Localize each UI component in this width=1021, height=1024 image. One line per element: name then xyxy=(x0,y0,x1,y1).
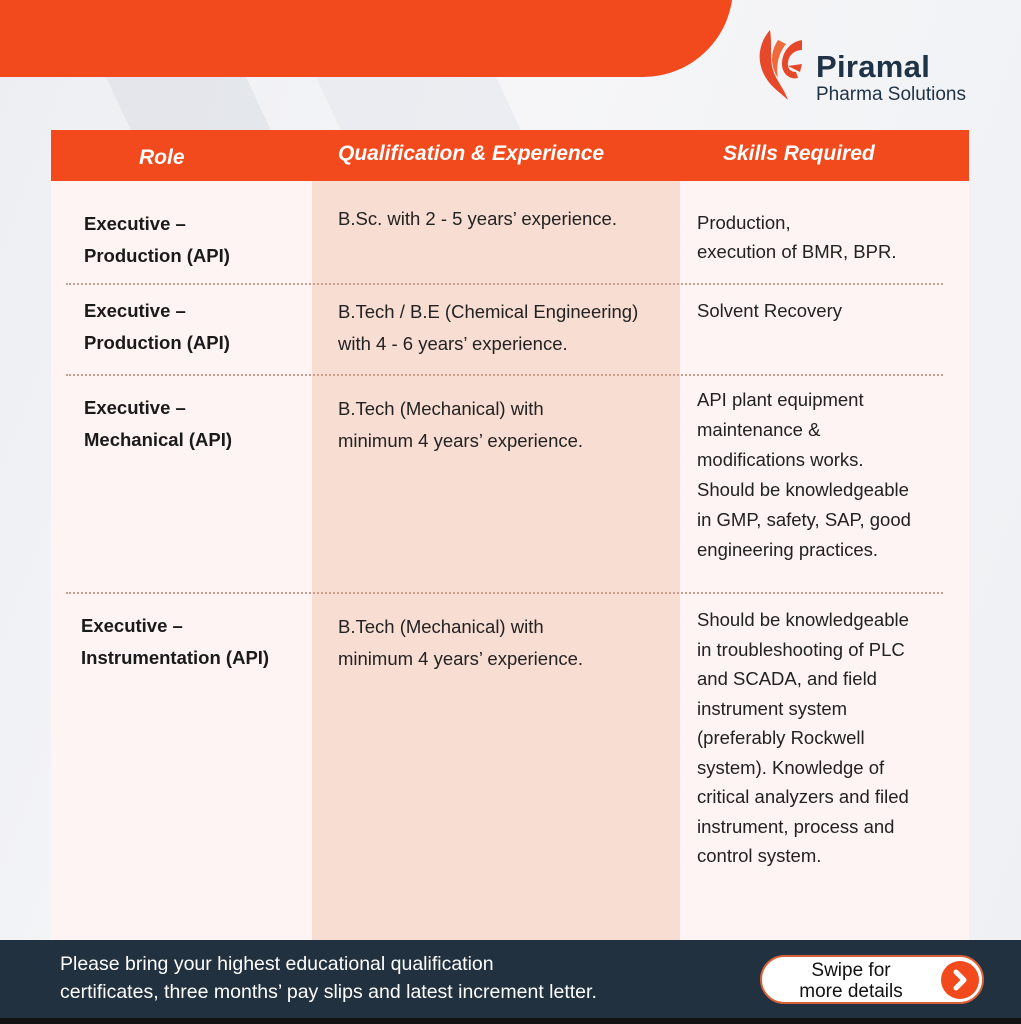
skills-line: system). Knowledge of xyxy=(697,756,885,778)
role-cell xyxy=(84,296,230,358)
qualification-cell xyxy=(338,296,638,360)
qualification-cell xyxy=(338,393,583,457)
swipe-label-line: Swipe for xyxy=(811,960,891,981)
role-line: Mechanical (API) xyxy=(84,429,233,450)
skills-line: Should be knowledgeable xyxy=(697,609,909,630)
role-line: Production (API) xyxy=(84,245,230,266)
top-banner xyxy=(0,0,733,77)
qualification-line: B.Tech (Mechanical) with xyxy=(338,616,544,637)
swipe-label-line: more details xyxy=(799,981,903,1002)
skills-line: in GMP, safety, SAP, good xyxy=(697,509,911,530)
skills-line: maintenance & xyxy=(697,419,821,440)
qualification-line: with 4 - 6 years’ experience. xyxy=(338,333,568,354)
qualification-line: B.Sc. with 2 - 5 years’ experience. xyxy=(338,208,617,229)
qualification-line: B.Tech / B.E (Chemical Engineering) xyxy=(338,301,639,322)
header-qualification: Qualification & Experience xyxy=(338,142,605,165)
header-role: Role xyxy=(139,146,185,169)
role-line: Production (API) xyxy=(84,332,230,353)
skills-line: in troubleshooting of PLC xyxy=(697,638,905,660)
skills-line: Solvent Recovery xyxy=(697,300,842,321)
skills-line: engineering practices. xyxy=(697,539,878,560)
footer-bar xyxy=(0,940,1021,1018)
swipe-label xyxy=(774,960,928,1002)
flame-logo-icon xyxy=(752,22,812,102)
skills-line: Should be knowledgeable xyxy=(697,479,909,500)
role-cell xyxy=(84,209,230,271)
footer-note-line: Please bring your highest educational qualification xyxy=(60,953,494,975)
bottom-edge xyxy=(0,1018,1021,1024)
qualification-cell xyxy=(338,204,617,234)
skills-line: critical analyzers and filed xyxy=(697,786,909,807)
skills-line: API plant equipment xyxy=(697,389,864,410)
skills-line: instrument system xyxy=(697,697,848,719)
header-skills: Skills Required xyxy=(723,142,875,165)
background-decoration xyxy=(106,77,274,137)
qualification-column-background xyxy=(312,181,680,940)
skills-line: instrument, process and xyxy=(697,815,895,837)
role-line: Executive – xyxy=(84,213,186,234)
swipe-for-more-button[interactable] xyxy=(760,955,984,1004)
row-separator xyxy=(66,283,943,285)
chevron-right-icon[interactable] xyxy=(941,961,979,999)
table-header xyxy=(51,130,969,181)
skills-line: (preferably Rockwell xyxy=(697,727,865,748)
skills-cell xyxy=(697,208,896,266)
role-cell xyxy=(84,393,232,455)
skills-line: Production, xyxy=(697,212,791,233)
footer-note-line: certificates, three months’ pay slips and latest increment letter. xyxy=(60,981,597,1003)
piramal-logo xyxy=(752,22,1002,106)
role-line: Executive – xyxy=(84,300,186,321)
row-separator xyxy=(66,592,943,594)
role-line: Instrumentation (API) xyxy=(81,647,270,668)
skills-line: control system. xyxy=(697,845,822,866)
job-table xyxy=(51,130,969,940)
skills-line: execution of BMR, BPR. xyxy=(697,241,897,262)
role-line: Executive – xyxy=(81,615,183,636)
role-line: Executive – xyxy=(84,397,186,418)
role-cell xyxy=(81,611,269,673)
brand-name: Piramal xyxy=(816,49,931,84)
qualification-line: minimum 4 years’ experience. xyxy=(338,430,584,451)
qualification-cell xyxy=(338,611,583,675)
row-separator xyxy=(66,374,943,376)
skills-cell xyxy=(697,296,842,326)
skills-line: modifications works. xyxy=(697,449,864,470)
skills-line: and SCADA, and field xyxy=(697,668,877,689)
qualification-line: minimum 4 years’ experience. xyxy=(338,648,584,669)
skills-cell xyxy=(697,605,909,871)
footer-note xyxy=(60,950,597,1006)
qualification-line: B.Tech (Mechanical) with xyxy=(338,398,544,419)
brand-subtitle: Pharma Solutions xyxy=(816,84,966,105)
skills-cell xyxy=(697,385,911,565)
